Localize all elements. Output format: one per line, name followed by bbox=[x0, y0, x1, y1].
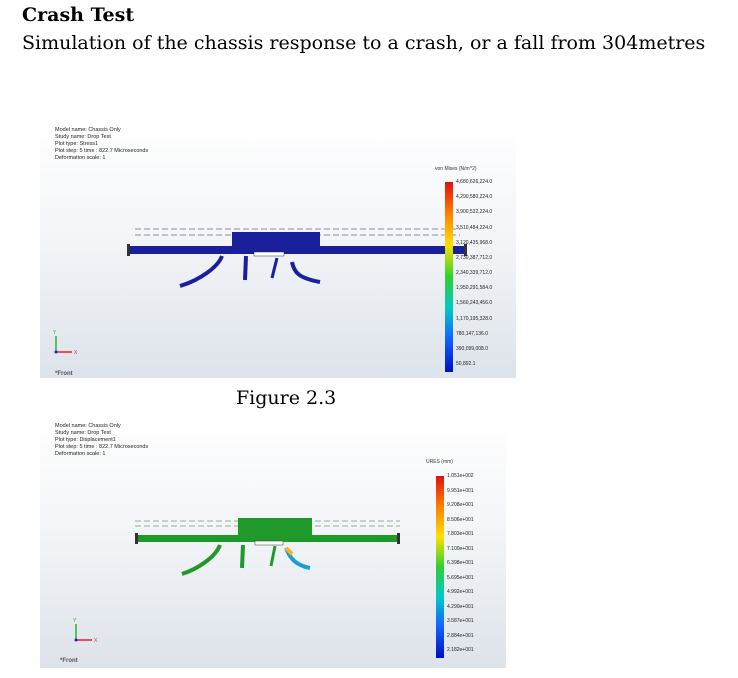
rail-end bbox=[127, 244, 130, 256]
axis-x-label: X bbox=[74, 350, 78, 356]
legend-value: 7.100e+001 bbox=[447, 545, 474, 552]
info-line: Deformation scale: 1 bbox=[55, 451, 106, 457]
legend-value: 8.506e+001 bbox=[447, 516, 474, 523]
legend-value: 3,510,484,224.0 bbox=[456, 224, 493, 231]
legend-value: 6.398e+001 bbox=[447, 560, 474, 566]
axis-x-label: X bbox=[94, 638, 98, 644]
legend-value: 4.290e+001 bbox=[447, 603, 474, 610]
legend-value: 3,900,532,224.0 bbox=[456, 209, 493, 216]
colorbar bbox=[445, 182, 453, 372]
chassis-leg-left bbox=[182, 545, 220, 574]
legend-value: 4,290,580,224.0 bbox=[456, 194, 493, 201]
displacement-plot-figure bbox=[40, 418, 506, 668]
figure-caption: Figure 2.3 bbox=[236, 387, 337, 409]
view-label: *Front bbox=[55, 371, 73, 377]
chassis-leg-center bbox=[271, 546, 275, 566]
legend-title: von Mises (N/m^2) bbox=[435, 166, 477, 172]
legend-value: 9.951e+001 bbox=[447, 487, 474, 494]
section-subheading: Simulation of the chassis response to a crash, or a fall from 304metres bbox=[22, 32, 706, 54]
info-line: Plot type: Displacement1 bbox=[55, 437, 116, 443]
rail-end bbox=[397, 533, 400, 544]
legend-value: 1,560,243,456.0 bbox=[456, 300, 493, 307]
info-line: Study name: Drop Test bbox=[55, 430, 111, 436]
legend-value: 1,950,291,584.0 bbox=[456, 285, 493, 292]
legend-value: 5.695e+001 bbox=[447, 574, 474, 581]
axis-y-label: Y bbox=[53, 330, 57, 336]
legend-value: 50,892.1 bbox=[456, 361, 476, 367]
axis-origin bbox=[75, 639, 78, 642]
axis-origin bbox=[55, 351, 58, 354]
legend-value: 4.992e+001 bbox=[447, 589, 474, 595]
legend-value: 3,120,435,968.0 bbox=[456, 239, 493, 246]
legend-value: 3.587e+001 bbox=[447, 618, 474, 624]
colorbar bbox=[436, 476, 444, 658]
info-line: Plot step: 5 time : 822.7 Microseconds bbox=[55, 148, 149, 154]
legend-value: 390,099,008.0 bbox=[456, 345, 488, 352]
axis-y-label: Y bbox=[73, 618, 77, 624]
legend-title: URES (mm) bbox=[426, 459, 453, 465]
chassis-gap bbox=[255, 541, 283, 545]
info-line: Deformation scale: 1 bbox=[55, 155, 106, 161]
chassis-leg-center bbox=[245, 256, 246, 280]
legend-value: 4,680,626,224.0 bbox=[456, 179, 493, 185]
legend-value: 1,170,195,328.0 bbox=[456, 315, 493, 322]
chassis-leg-center bbox=[242, 545, 243, 568]
info-line: Plot step: 5 time : 822.7 Microseconds bbox=[55, 444, 149, 450]
chassis-leg-right bbox=[292, 262, 320, 282]
info-line: Model name: Chassis Only bbox=[55, 423, 121, 429]
legend-value: 780,147,136.0 bbox=[456, 330, 488, 337]
chassis-body bbox=[232, 232, 320, 250]
info-line: Plot type: Stress1 bbox=[55, 141, 99, 147]
legend-value: 2,730,387,712.0 bbox=[456, 254, 493, 261]
chassis-gap bbox=[254, 252, 284, 256]
legend-value: 1.051e+002 bbox=[447, 473, 474, 479]
view-label: *Front bbox=[60, 658, 78, 664]
info-line: Study name: Drop Test bbox=[55, 134, 111, 140]
chassis-leg-center bbox=[272, 258, 277, 278]
info-line: Model name: Chassis Only bbox=[55, 127, 121, 133]
stress-plot-figure bbox=[40, 122, 516, 378]
section-heading: Crash Test bbox=[22, 4, 135, 26]
legend-value: 9.208e+001 bbox=[447, 502, 474, 508]
chassis-body bbox=[238, 518, 312, 538]
chassis-leg-left bbox=[180, 256, 222, 286]
legend-value: 7.803e+001 bbox=[447, 531, 474, 537]
legend-value: 2.182e+001 bbox=[447, 647, 474, 653]
legend-value: 2,340,339,712.0 bbox=[456, 270, 493, 276]
legend-value: 2.884e+001 bbox=[447, 632, 474, 639]
rail-end bbox=[135, 533, 138, 544]
